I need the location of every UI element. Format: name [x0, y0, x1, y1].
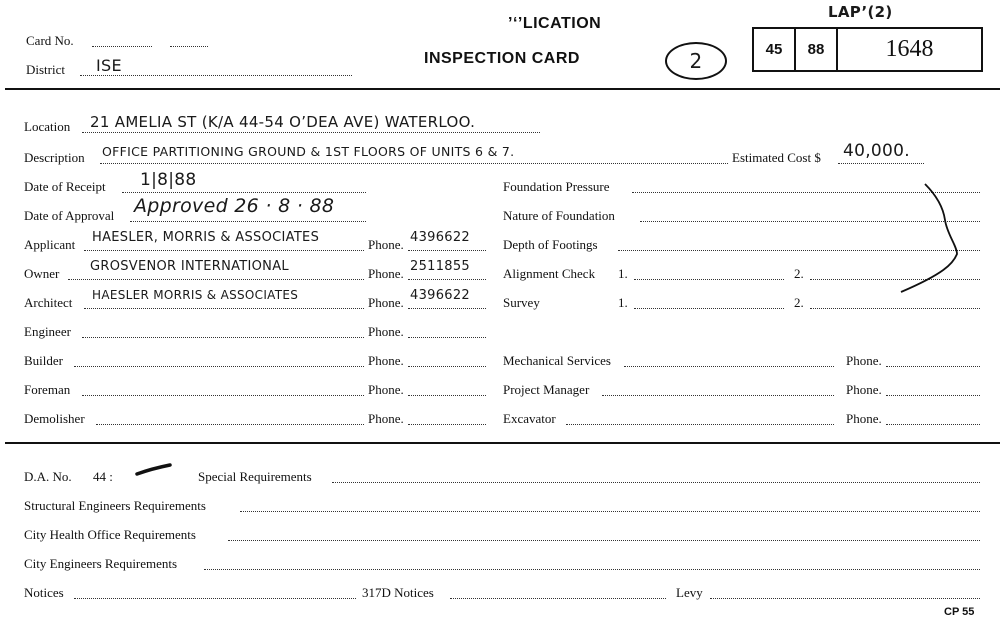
architect-phone-label: Phone.: [368, 295, 404, 310]
builder-label: Builder: [24, 353, 63, 368]
special-requirements-field[interactable]: [332, 482, 980, 483]
owner-phone-field[interactable]: [408, 279, 486, 280]
foundation-pressure-label: Foundation Pressure: [503, 179, 610, 194]
file-box-1: 45: [765, 41, 783, 58]
applicant-value: HAESLER, MORRIS & ASSOCIATES: [92, 230, 320, 245]
health-requirements-field[interactable]: [228, 540, 980, 541]
city-engineers-requirements-label: City Engineers Requirements: [24, 556, 178, 571]
da-no-dash-mark: [134, 462, 174, 478]
demolisher-phone-label: Phone.: [368, 411, 404, 426]
survey-num-1: 1.: [618, 295, 628, 310]
architect-phone-value: 4396622: [410, 288, 470, 303]
owner-label: Owner: [24, 266, 60, 281]
alignment-check-field-1[interactable]: [634, 279, 784, 280]
city-engineers-requirements-field[interactable]: [204, 569, 980, 570]
project-manager-label: Project Manager: [503, 382, 590, 397]
applicant-phone-field[interactable]: [408, 250, 486, 251]
divider-middle: [5, 442, 1000, 444]
estimated-cost-label: Estimated Cost $: [732, 150, 821, 165]
applicant-field[interactable]: [84, 250, 364, 251]
demolisher-label: Demolisher: [24, 411, 85, 426]
date-approval-field[interactable]: [130, 221, 366, 222]
district-value: ISE: [96, 56, 122, 75]
project-manager-phone-field[interactable]: [886, 395, 980, 396]
description-label: Description: [24, 150, 85, 165]
estimated-cost-field[interactable]: [838, 163, 924, 164]
owner-field[interactable]: [68, 279, 364, 280]
architect-value: HAESLER MORRIS & ASSOCIATES: [92, 288, 299, 302]
notices-317d-label: 317D Notices: [362, 585, 434, 600]
circled-number: 2: [689, 49, 703, 73]
file-box-3: 1648: [885, 36, 934, 62]
card-no-label: Card No.: [26, 33, 74, 48]
date-receipt-value: 1|8|88: [140, 170, 197, 190]
survey-num-2: 2.: [794, 295, 804, 310]
file-box-2: 88: [807, 41, 825, 58]
date-receipt-field[interactable]: [122, 192, 366, 193]
builder-phone-label: Phone.: [368, 353, 404, 368]
foreman-phone-field[interactable]: [408, 395, 486, 396]
title-application: ’ʻʼLICATION: [508, 15, 602, 32]
district-label: District: [26, 62, 65, 77]
description-field[interactable]: [100, 163, 728, 164]
depth-footings-label: Depth of Footings: [503, 237, 598, 252]
nature-foundation-label: Nature of Foundation: [503, 208, 615, 223]
owner-phone-value: 2511855: [410, 259, 470, 274]
mechanical-phone-field[interactable]: [886, 366, 980, 367]
date-receipt-label: Date of Receipt: [24, 179, 106, 194]
excavator-phone-field[interactable]: [886, 424, 980, 425]
location-field[interactable]: [82, 132, 540, 133]
levy-label: Levy: [676, 585, 703, 600]
special-requirements-label: Special Requirements: [198, 469, 312, 484]
architect-phone-field[interactable]: [408, 308, 486, 309]
alignment-check-num-1: 1.: [618, 266, 628, 281]
structural-requirements-field[interactable]: [240, 511, 980, 512]
form-code: CP 55: [944, 606, 975, 618]
location-label: Location: [24, 119, 71, 134]
handwritten-reference: LAP’(2): [828, 3, 893, 21]
survey-field-1[interactable]: [634, 308, 784, 309]
mechanical-phone-label: Phone.: [846, 353, 882, 368]
project-manager-phone-label: Phone.: [846, 382, 882, 397]
mechanical-services-field[interactable]: [624, 366, 834, 367]
builder-field[interactable]: [74, 366, 364, 367]
applicant-phone-label: Phone.: [368, 237, 404, 252]
engineer-phone-field[interactable]: [408, 337, 486, 338]
excavator-label: Excavator: [503, 411, 556, 426]
builder-phone-field[interactable]: [408, 366, 486, 367]
levy-field[interactable]: [710, 598, 980, 599]
engineer-field[interactable]: [82, 337, 364, 338]
excavator-field[interactable]: [566, 424, 834, 425]
divider-top: [5, 88, 1000, 90]
district-field[interactable]: [80, 75, 352, 76]
applicant-label: Applicant: [24, 237, 76, 252]
file-number-boxes: [752, 27, 983, 72]
description-value: OFFICE PARTITIONING GROUND & 1ST FLOORS OF UNITS 6 & 7.: [102, 144, 515, 159]
handwritten-bracket-mark: [895, 180, 975, 300]
card-no-field-ext: [170, 46, 208, 47]
survey-label: Survey: [503, 295, 540, 310]
engineer-phone-label: Phone.: [368, 324, 404, 339]
da-no-value: 44 :: [93, 469, 113, 484]
circled-number-stamp: [665, 42, 727, 80]
architect-field[interactable]: [84, 308, 364, 309]
notices-label: Notices: [24, 585, 64, 600]
excavator-phone-label: Phone.: [846, 411, 882, 426]
owner-value: GROSVENOR INTERNATIONAL: [90, 259, 289, 274]
title-inspection-card: INSPECTION CARD: [424, 50, 580, 67]
estimated-cost-value: 40,000.: [843, 141, 910, 161]
project-manager-field[interactable]: [602, 395, 834, 396]
date-approval-value: Approved 26 · 8 · 88: [134, 195, 335, 217]
notices-field[interactable]: [74, 598, 356, 599]
foreman-label: Foreman: [24, 382, 71, 397]
alignment-check-label: Alignment Check: [503, 266, 596, 281]
owner-phone-label: Phone.: [368, 266, 404, 281]
date-approval-label: Date of Approval: [24, 208, 115, 223]
applicant-phone-value: 4396622: [410, 230, 470, 245]
location-value: 21 AMELIA ST (K/A 44-54 O’DEA AVE) WATERLOO.: [90, 113, 476, 131]
survey-field-2[interactable]: [810, 308, 980, 309]
demolisher-field[interactable]: [96, 424, 364, 425]
foreman-field[interactable]: [82, 395, 364, 396]
health-requirements-label: City Health Office Requirements: [24, 527, 196, 542]
card-no-field[interactable]: [92, 46, 152, 47]
foreman-phone-label: Phone.: [368, 382, 404, 397]
engineer-label: Engineer: [24, 324, 71, 339]
architect-label: Architect: [24, 295, 73, 310]
notices-317d-field[interactable]: [450, 598, 666, 599]
demolisher-phone-field[interactable]: [408, 424, 486, 425]
mechanical-services-label: Mechanical Services: [503, 353, 611, 368]
alignment-check-num-2: 2.: [794, 266, 804, 281]
da-no-label: D.A. No.: [24, 469, 72, 484]
structural-requirements-label: Structural Engineers Requirements: [24, 498, 206, 513]
